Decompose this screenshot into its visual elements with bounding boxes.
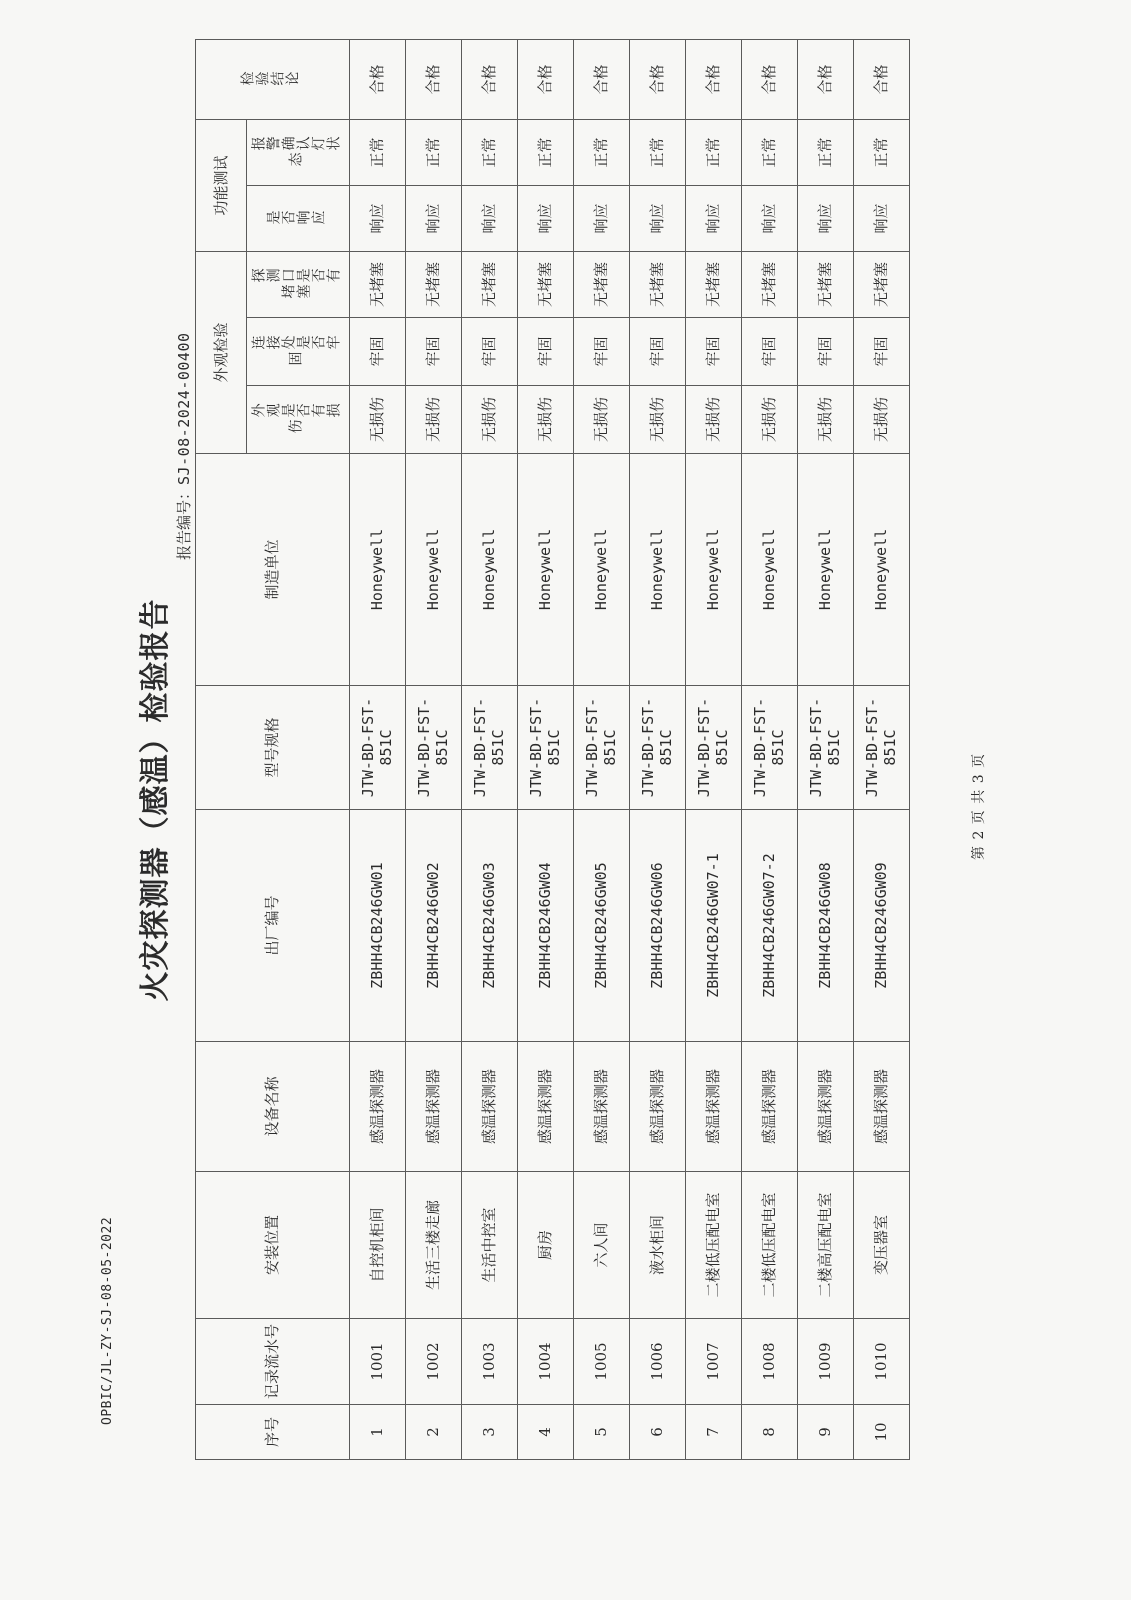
record-number-cell: 1006 — [629, 1319, 685, 1405]
model-cell: JTW-BD-FST-851C — [405, 686, 461, 810]
record-number-cell: 1003 — [461, 1319, 517, 1405]
blocked-label: 探测口是否有堵塞 — [250, 268, 341, 301]
manufacturer-cell: Honeywell — [797, 454, 853, 686]
col-header-model: 型号规格 — [196, 686, 350, 810]
conclusion-cell: 合格 — [797, 39, 853, 119]
location-cell: 二楼低压配电室 — [741, 1172, 797, 1319]
conclusion-cell: 合格 — [461, 39, 517, 119]
record-number-cell: 1002 — [405, 1319, 461, 1405]
seq-cell: 8 — [741, 1405, 797, 1460]
conclusion-cell: 合格 — [853, 39, 909, 119]
manufacturer-cell: Honeywell — [517, 454, 573, 686]
device-name-cell: 感温探测器 — [853, 1042, 909, 1172]
response-cell: 响应 — [461, 186, 517, 252]
response-label: 是否响应 — [265, 210, 326, 227]
damage-cell: 无损伤 — [853, 386, 909, 454]
model-cell: JTW-BD-FST-851C — [797, 686, 853, 810]
report-number-value: SJ-08-2024-00400 — [175, 332, 193, 485]
damage-cell: 无损伤 — [741, 386, 797, 454]
fixed-cell: 牢固 — [629, 318, 685, 386]
report-number-label: 报告编号： — [175, 484, 193, 560]
model-cell: JTW-BD-FST-851C — [853, 686, 909, 810]
alarm-cell: 正常 — [629, 119, 685, 185]
table-body — [349, 39, 909, 1459]
col-header-location: 安装位置 — [196, 1172, 350, 1319]
manufacturer-cell: Honeywell — [629, 454, 685, 686]
damage-cell: 无损伤 — [517, 386, 573, 454]
fixed-cell: 牢固 — [349, 318, 405, 386]
seq-cell: 6 — [629, 1405, 685, 1460]
form-code: OPBIC/JL-ZY-SJ-08-05-2022 — [100, 1216, 115, 1425]
blocked-cell: 无堵塞 — [741, 252, 797, 318]
model-cell: JTW-BD-FST-851C — [517, 686, 573, 810]
record-number-cell: 1001 — [349, 1319, 405, 1405]
serial-number-cell: ZBHH4CB246GW09 — [853, 810, 909, 1042]
alarm-cell: 正常 — [573, 119, 629, 185]
response-cell: 响应 — [853, 186, 909, 252]
blocked-cell: 无堵塞 — [517, 252, 573, 318]
damage-cell: 无损伤 — [629, 386, 685, 454]
response-cell: 响应 — [573, 186, 629, 252]
col-header-damage — [247, 386, 350, 454]
seq-cell: 5 — [573, 1405, 629, 1460]
serial-number-cell: ZBHH4CB246GW02 — [405, 810, 461, 1042]
serial-number-cell: ZBHH4CB246GW05 — [573, 810, 629, 1042]
seq-cell: 10 — [853, 1405, 909, 1460]
device-name-cell: 感温探测器 — [517, 1042, 573, 1172]
table-row — [629, 39, 685, 1459]
alarm-cell: 正常 — [349, 119, 405, 185]
fixed-cell: 牢固 — [405, 318, 461, 386]
report-number — [173, 332, 194, 560]
seq-cell: 7 — [685, 1405, 741, 1460]
record-number-cell: 1004 — [517, 1319, 573, 1405]
device-name-cell: 感温探测器 — [629, 1042, 685, 1172]
inspection-table — [195, 39, 910, 1460]
table-row — [517, 39, 573, 1459]
location-cell: 生活三楼走廊 — [405, 1172, 461, 1319]
record-number-cell: 1009 — [797, 1319, 853, 1405]
device-name-cell: 感温探测器 — [797, 1042, 853, 1172]
response-cell: 响应 — [797, 186, 853, 252]
serial-number-cell: ZBHH4CB246GW08 — [797, 810, 853, 1042]
damage-label: 外观是否有损伤 — [250, 403, 341, 436]
location-cell: 二楼低压配电室 — [685, 1172, 741, 1319]
conclusion-label: 检验结论 — [240, 71, 301, 88]
record-number-cell: 1008 — [741, 1319, 797, 1405]
device-name-cell: 感温探测器 — [573, 1042, 629, 1172]
page-number: 第 2 页 共 3 页 — [971, 752, 987, 860]
fixed-cell: 牢固 — [797, 318, 853, 386]
device-name-cell: 感温探测器 — [741, 1042, 797, 1172]
fixed-cell: 牢固 — [461, 318, 517, 386]
response-cell: 响应 — [517, 186, 573, 252]
location-cell: 六人间 — [573, 1172, 629, 1319]
fixed-cell: 牢固 — [685, 318, 741, 386]
col-header-record: 记录流水号 — [196, 1319, 350, 1405]
blocked-cell: 无堵塞 — [629, 252, 685, 318]
alarm-cell: 正常 — [461, 119, 517, 185]
serial-number-cell: ZBHH4CB246GW04 — [517, 810, 573, 1042]
alarm-cell: 正常 — [797, 119, 853, 185]
table-row — [349, 39, 405, 1459]
model-cell: JTW-BD-FST-851C — [741, 686, 797, 810]
manufacturer-cell: Honeywell — [853, 454, 909, 686]
location-cell: 生活中控室 — [461, 1172, 517, 1319]
col-header-appearance: 外观检验 — [196, 252, 247, 454]
serial-number-cell: ZBHH4CB246GW06 — [629, 810, 685, 1042]
response-cell: 响应 — [405, 186, 461, 252]
location-cell: 自控机柜间 — [349, 1172, 405, 1319]
alarm-cell: 正常 — [517, 119, 573, 185]
seq-cell: 2 — [405, 1405, 461, 1460]
table-row — [853, 39, 909, 1459]
seq-cell: 9 — [797, 1405, 853, 1460]
conclusion-cell: 合格 — [685, 39, 741, 119]
alarm-label: 报警确认灯状态 — [250, 136, 341, 169]
blocked-cell: 无堵塞 — [685, 252, 741, 318]
conclusion-cell: 合格 — [405, 39, 461, 119]
seq-cell: 4 — [517, 1405, 573, 1460]
manufacturer-cell: Honeywell — [741, 454, 797, 686]
fixed-cell: 牢固 — [573, 318, 629, 386]
table-row — [461, 39, 517, 1459]
device-name-cell: 感温探测器 — [685, 1042, 741, 1172]
blocked-cell: 无堵塞 — [573, 252, 629, 318]
fixed-label: 连接处是否牢固 — [250, 335, 341, 368]
col-header-device: 设备名称 — [196, 1042, 350, 1172]
conclusion-cell: 合格 — [629, 39, 685, 119]
conclusion-cell: 合格 — [573, 39, 629, 119]
alarm-cell: 正常 — [741, 119, 797, 185]
fixed-cell: 牢固 — [853, 318, 909, 386]
device-name-cell: 感温探测器 — [461, 1042, 517, 1172]
model-cell: JTW-BD-FST-851C — [573, 686, 629, 810]
manufacturer-cell: Honeywell — [405, 454, 461, 686]
location-cell: 液水柜间 — [629, 1172, 685, 1319]
damage-cell: 无损伤 — [797, 386, 853, 454]
model-cell: JTW-BD-FST-851C — [629, 686, 685, 810]
table-row — [573, 39, 629, 1459]
serial-number-cell: ZBHH4CB246GW01 — [349, 810, 405, 1042]
response-cell: 响应 — [741, 186, 797, 252]
table-row — [685, 39, 741, 1459]
fixed-cell: 牢固 — [741, 318, 797, 386]
col-header-fixed — [247, 318, 350, 386]
manufacturer-cell: Honeywell — [349, 454, 405, 686]
col-header-function: 功能测试 — [196, 119, 247, 251]
location-cell: 厨房 — [517, 1172, 573, 1319]
manufacturer-cell: Honeywell — [461, 454, 517, 686]
blocked-cell: 无堵塞 — [853, 252, 909, 318]
blocked-cell: 无堵塞 — [797, 252, 853, 318]
location-cell: 变压器室 — [853, 1172, 909, 1319]
report-title: 火灾探测器（感温）检验报告 — [138, 598, 173, 1002]
damage-cell: 无损伤 — [685, 386, 741, 454]
conclusion-cell: 合格 — [517, 39, 573, 119]
damage-cell: 无损伤 — [573, 386, 629, 454]
response-cell: 响应 — [685, 186, 741, 252]
blocked-cell: 无堵塞 — [349, 252, 405, 318]
col-header-alarm — [247, 119, 350, 185]
seq-cell: 1 — [349, 1405, 405, 1460]
model-cell: JTW-BD-FST-851C — [461, 686, 517, 810]
col-header-serial: 出厂编号 — [196, 810, 350, 1042]
manufacturer-cell: Honeywell — [573, 454, 629, 686]
table-row — [741, 39, 797, 1459]
record-number-cell: 1005 — [573, 1319, 629, 1405]
device-name-cell: 感温探测器 — [349, 1042, 405, 1172]
record-number-cell: 1010 — [853, 1319, 909, 1405]
col-header-blocked — [247, 252, 350, 318]
seq-cell: 3 — [461, 1405, 517, 1460]
serial-number-cell: ZBHH4CB246GW07-2 — [741, 810, 797, 1042]
response-cell: 响应 — [629, 186, 685, 252]
alarm-cell: 正常 — [685, 119, 741, 185]
table-row — [405, 39, 461, 1459]
table-row — [797, 39, 853, 1459]
blocked-cell: 无堵塞 — [461, 252, 517, 318]
col-header-conclusion — [196, 39, 350, 119]
response-cell: 响应 — [349, 186, 405, 252]
device-name-cell: 感温探测器 — [405, 1042, 461, 1172]
record-number-cell: 1007 — [685, 1319, 741, 1405]
col-header-manufacturer: 制造单位 — [196, 454, 350, 686]
alarm-cell: 正常 — [405, 119, 461, 185]
location-cell: 二楼高压配电室 — [797, 1172, 853, 1319]
model-cell: JTW-BD-FST-851C — [349, 686, 405, 810]
conclusion-cell: 合格 — [741, 39, 797, 119]
damage-cell: 无损伤 — [349, 386, 405, 454]
col-header-seq: 序号 — [196, 1405, 350, 1460]
serial-number-cell: ZBHH4CB246GW03 — [461, 810, 517, 1042]
model-cell: JTW-BD-FST-851C — [685, 686, 741, 810]
col-header-response — [247, 186, 350, 252]
fixed-cell: 牢固 — [517, 318, 573, 386]
damage-cell: 无损伤 — [461, 386, 517, 454]
blocked-cell: 无堵塞 — [405, 252, 461, 318]
conclusion-cell: 合格 — [349, 39, 405, 119]
alarm-cell: 正常 — [853, 119, 909, 185]
manufacturer-cell: Honeywell — [685, 454, 741, 686]
damage-cell: 无损伤 — [405, 386, 461, 454]
serial-number-cell: ZBHH4CB246GW07-1 — [685, 810, 741, 1042]
